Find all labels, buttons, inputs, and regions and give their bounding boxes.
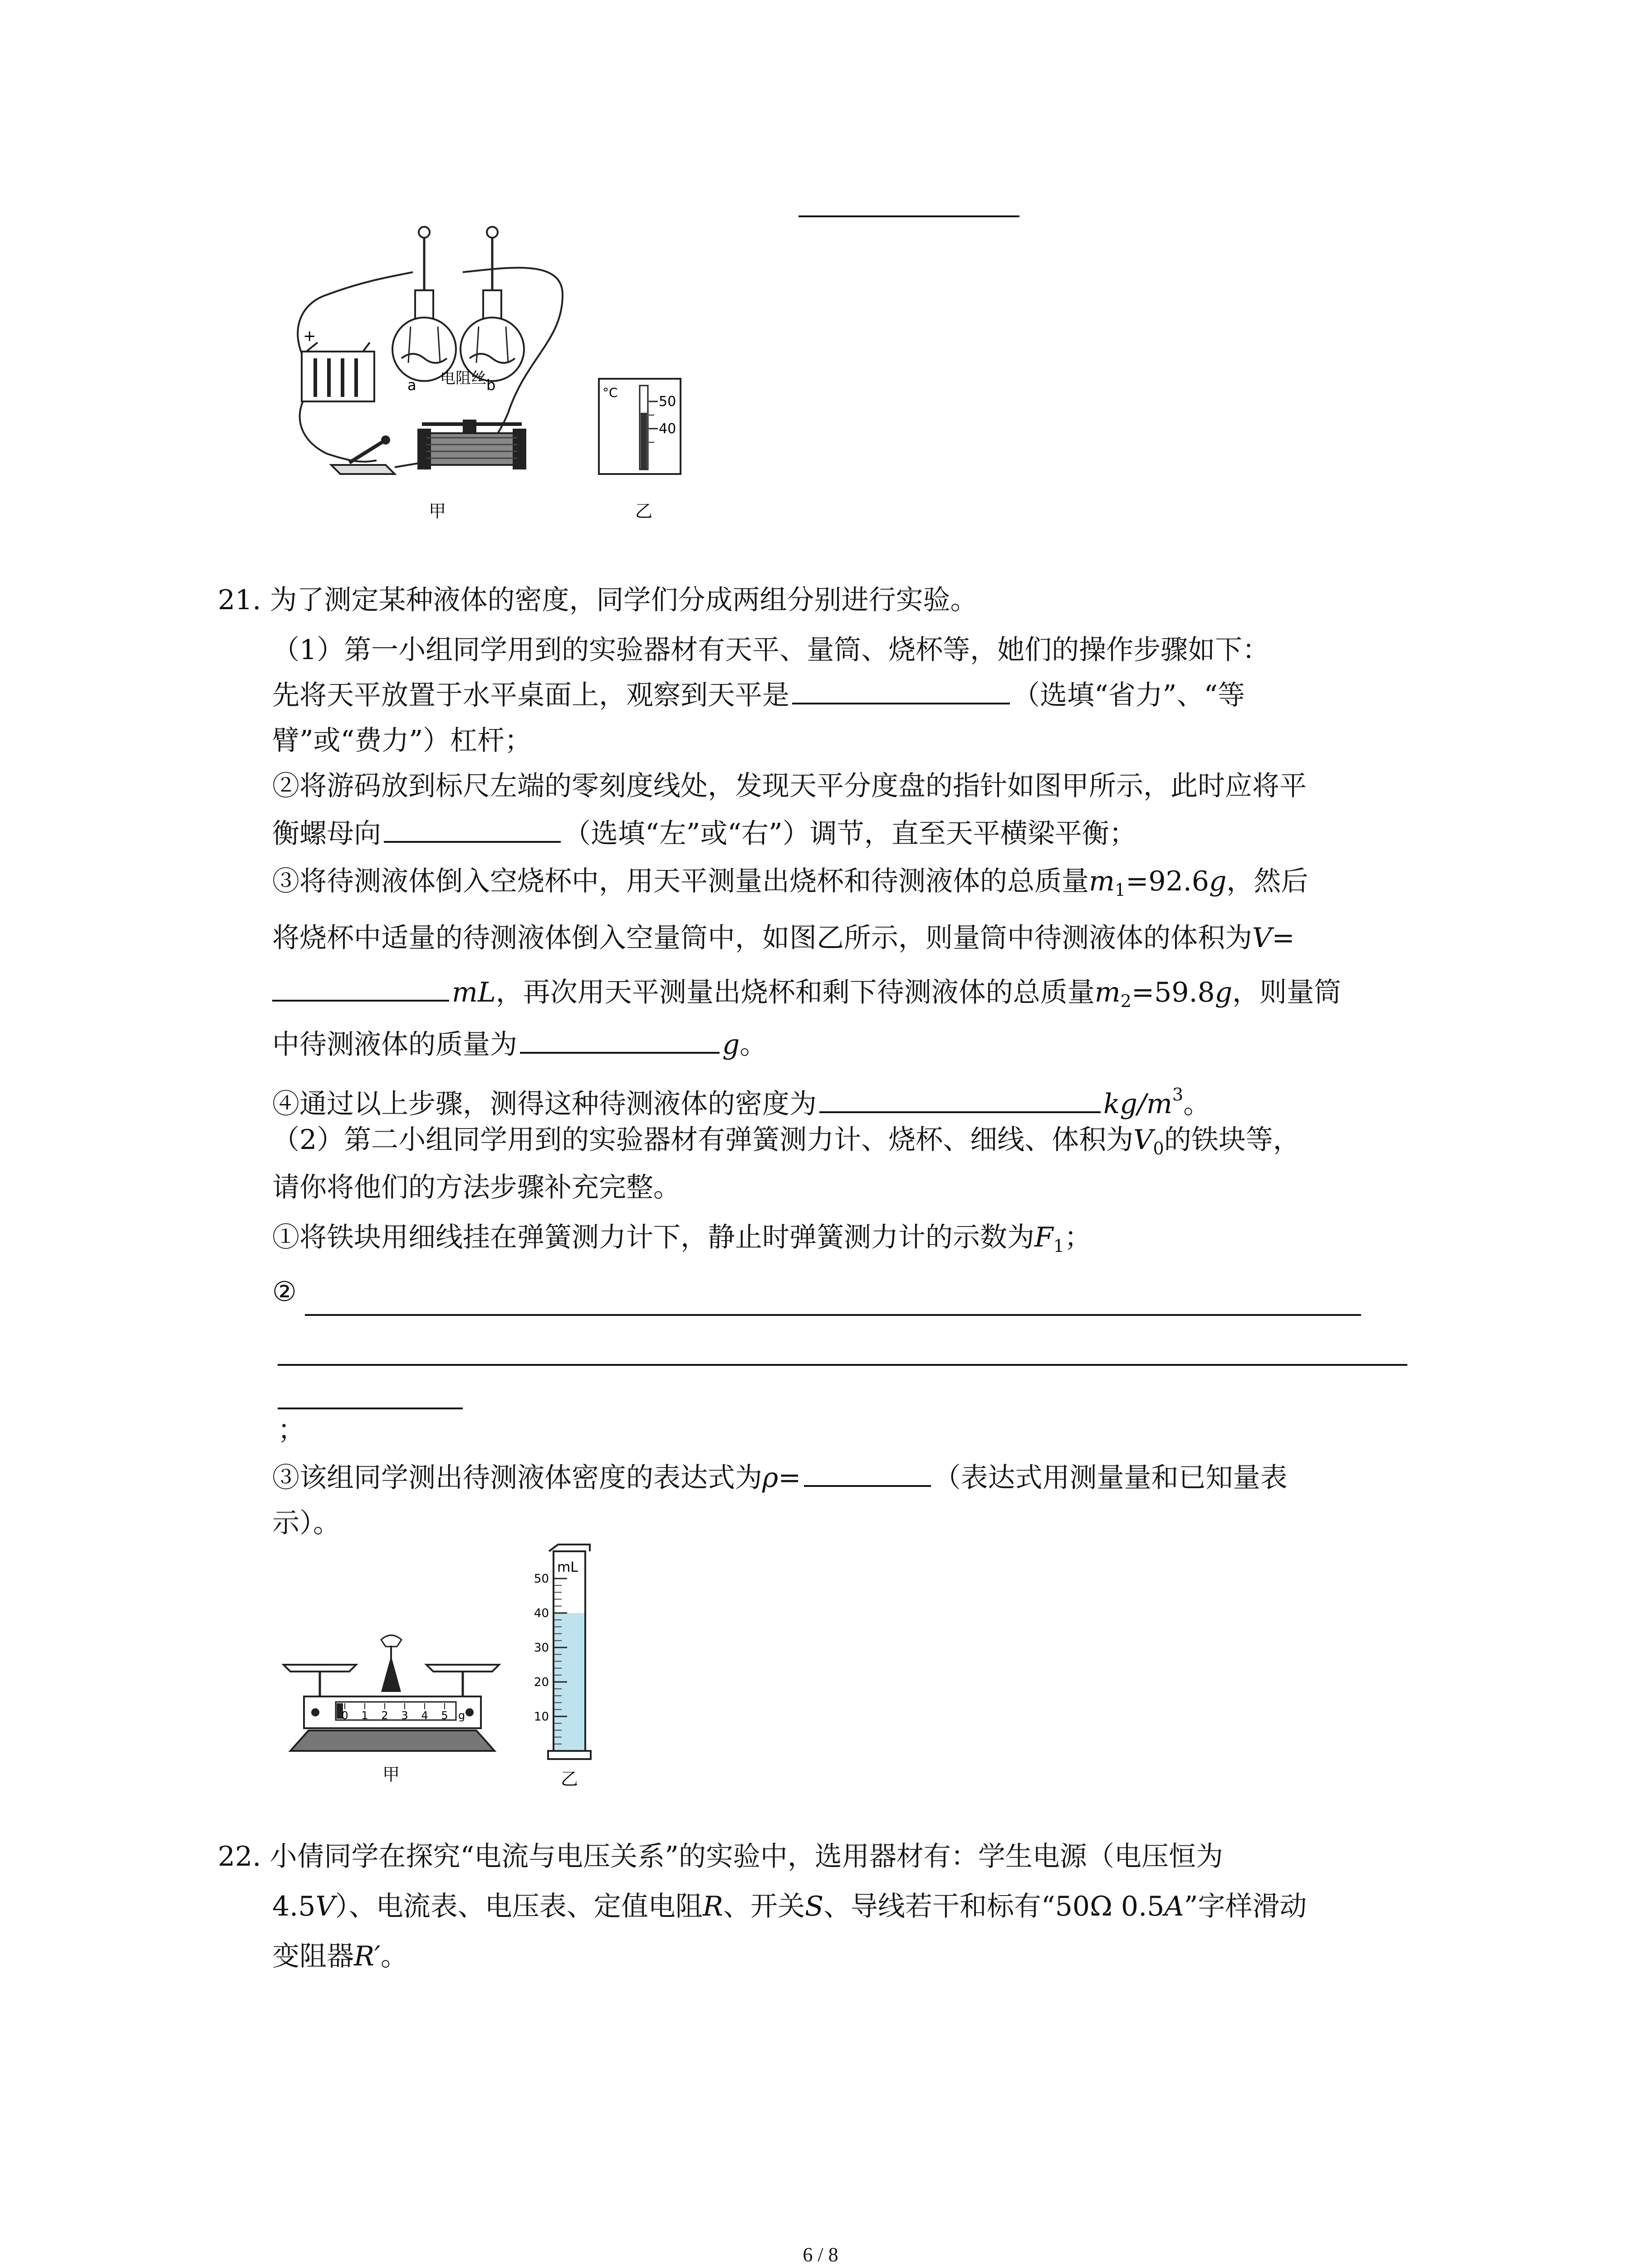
- q21-line13: ；: [278, 1414, 305, 1446]
- scale-tick-label: 3: [401, 1709, 408, 1722]
- figure-label-jia: 甲: [382, 1765, 400, 1784]
- q22-line1: 22. 小倩同学在探究“电流与电压关系”的实验中，选用器材有：学生电源（电压恒为: [218, 1841, 1223, 1872]
- scale-tick-label: 5: [441, 1709, 448, 1722]
- balance-cylinder-diagram: [277, 1542, 649, 1787]
- circuit-diagram: [272, 222, 726, 531]
- answer-blank-step2-line2[interactable]: [278, 1364, 1407, 1366]
- flask-b-label: b: [486, 376, 496, 394]
- q21-line3: ②将游码放到标尺左端的零刻度线处，发现天平分度盘的指针如图甲所示，此时应将平: [272, 770, 1307, 802]
- q22-line3: 变阻器R′。: [272, 1941, 408, 1972]
- answer-blank-step2-line3[interactable]: [278, 1408, 463, 1409]
- scale-tick-label: 1: [361, 1709, 368, 1722]
- q21-line4: 衡螺母向 （选填“左”或“右”）调节，直至天平横梁平衡；: [272, 814, 1136, 853]
- scale-tick-label: 2: [381, 1709, 388, 1722]
- cylinder-tick-label: 50: [534, 1572, 549, 1586]
- answer-blank-density[interactable]: [819, 1085, 1101, 1113]
- figure-q21-balance-cylinder: [277, 1542, 649, 1787]
- answer-blank-top[interactable]: [798, 215, 1019, 217]
- thermometer-tick-50: 50: [659, 394, 676, 410]
- figure-label-yi: 乙: [560, 1769, 578, 1787]
- q21-line10: 请你将他们的方法步骤补充完整。: [272, 1172, 681, 1203]
- cylinder-tick-label: 40: [534, 1607, 549, 1620]
- resistor-wire-label: 电阻丝: [440, 369, 486, 387]
- figure-label-yi: 乙: [635, 501, 653, 521]
- q21-line6: 将烧杯中适量的待测液体倒入空量筒中，如图乙所示，则量筒中待测液体的体积为V=: [272, 922, 1295, 954]
- answer-blank-expression[interactable]: [804, 1459, 931, 1487]
- cylinder-tick-label: 10: [534, 1710, 549, 1724]
- flask-b-icon: [460, 227, 524, 381]
- q21-part2-intro: （2）第二小组同学用到的实验器材有弹簧测力计、烧杯、细线、体积为$V_0$的铁块等，: [272, 1124, 1300, 1158]
- answer-blank-mass[interactable]: [520, 1026, 720, 1054]
- figure-q20-circuit: [272, 222, 726, 531]
- graduated-cylinder-icon: [534, 1545, 591, 1759]
- q21-line8: 中待测液体的质量为 g。: [272, 1025, 767, 1064]
- cylinder-unit: mL: [557, 1559, 578, 1575]
- balance-icon: [284, 1635, 499, 1751]
- q21-stem: 21. 为了测定某种液体的密度，同学们分成两组分别进行实验。: [218, 584, 978, 616]
- q21-line12: ②: [272, 1276, 297, 1308]
- switch-icon: [331, 435, 395, 474]
- scale-tick-label: 0: [341, 1709, 348, 1722]
- q21-line9: ④通过以上步骤，测得这种待测液体的密度为 $kg/m^3$。: [272, 1085, 1211, 1120]
- q21-line15: 示）。: [272, 1507, 340, 1539]
- scale-unit-label: g: [458, 1709, 465, 1722]
- scale-tick-label: 4: [421, 1709, 428, 1722]
- page-number: 6 / 8: [803, 2244, 838, 2266]
- answer-blank-volume[interactable]: [272, 973, 449, 1002]
- thermometer-tick-40: 40: [659, 421, 676, 437]
- figure-label-jia: 甲: [429, 501, 446, 521]
- q21-line2: 臂”或“费力”）杠杆；: [272, 725, 532, 757]
- q21-line1: 先将天平放置于水平桌面上，观察到天平是 （选填“省力”、“等: [272, 676, 1245, 715]
- cylinder-tick-label: 30: [534, 1641, 549, 1655]
- q22-line2: 4.5V）、电流表、电压表、定值电阻R、开关S、导线若干和标有“50Ω 0.5A”字样滑动: [272, 1891, 1307, 1922]
- q21-line14: ③该组同学测出待测液体密度的表达式为ρ= （表达式用测量量和已知量表: [272, 1458, 1288, 1497]
- answer-blank-step2-line1[interactable]: [305, 1314, 1361, 1316]
- q21-line5: ③将待测液体倒入空烧杯中，用天平测量出烧杯和待测液体的总质量$m_1=92.6g$，然后: [272, 865, 1308, 900]
- q21-line7: mL，再次用天平测量出烧杯和剩下待测液体的总质量$m_2=59.8g$，则量筒: [272, 973, 1341, 1021]
- battery-plus-label: +: [303, 327, 316, 345]
- q21-line11: ①将铁块用细线挂在弹簧测力计下，静止时弹簧测力计的示数为$F_1$；: [272, 1222, 1092, 1256]
- flask-a-label: a: [407, 376, 416, 394]
- thermometer-icon: [599, 379, 681, 474]
- flask-a-icon: [392, 227, 456, 381]
- q21-part1-intro: （1）第一小组同学用到的实验器材有天平、量筒、烧杯等，她们的操作步骤如下：: [272, 634, 1270, 666]
- answer-blank-direction[interactable]: [384, 815, 561, 843]
- rheostat-icon: [417, 420, 526, 469]
- thermometer-unit: °C: [603, 385, 618, 400]
- battery-icon: [302, 327, 374, 401]
- cylinder-tick-label: 20: [534, 1676, 549, 1689]
- answer-blank-lever-type[interactable]: [792, 676, 1010, 704]
